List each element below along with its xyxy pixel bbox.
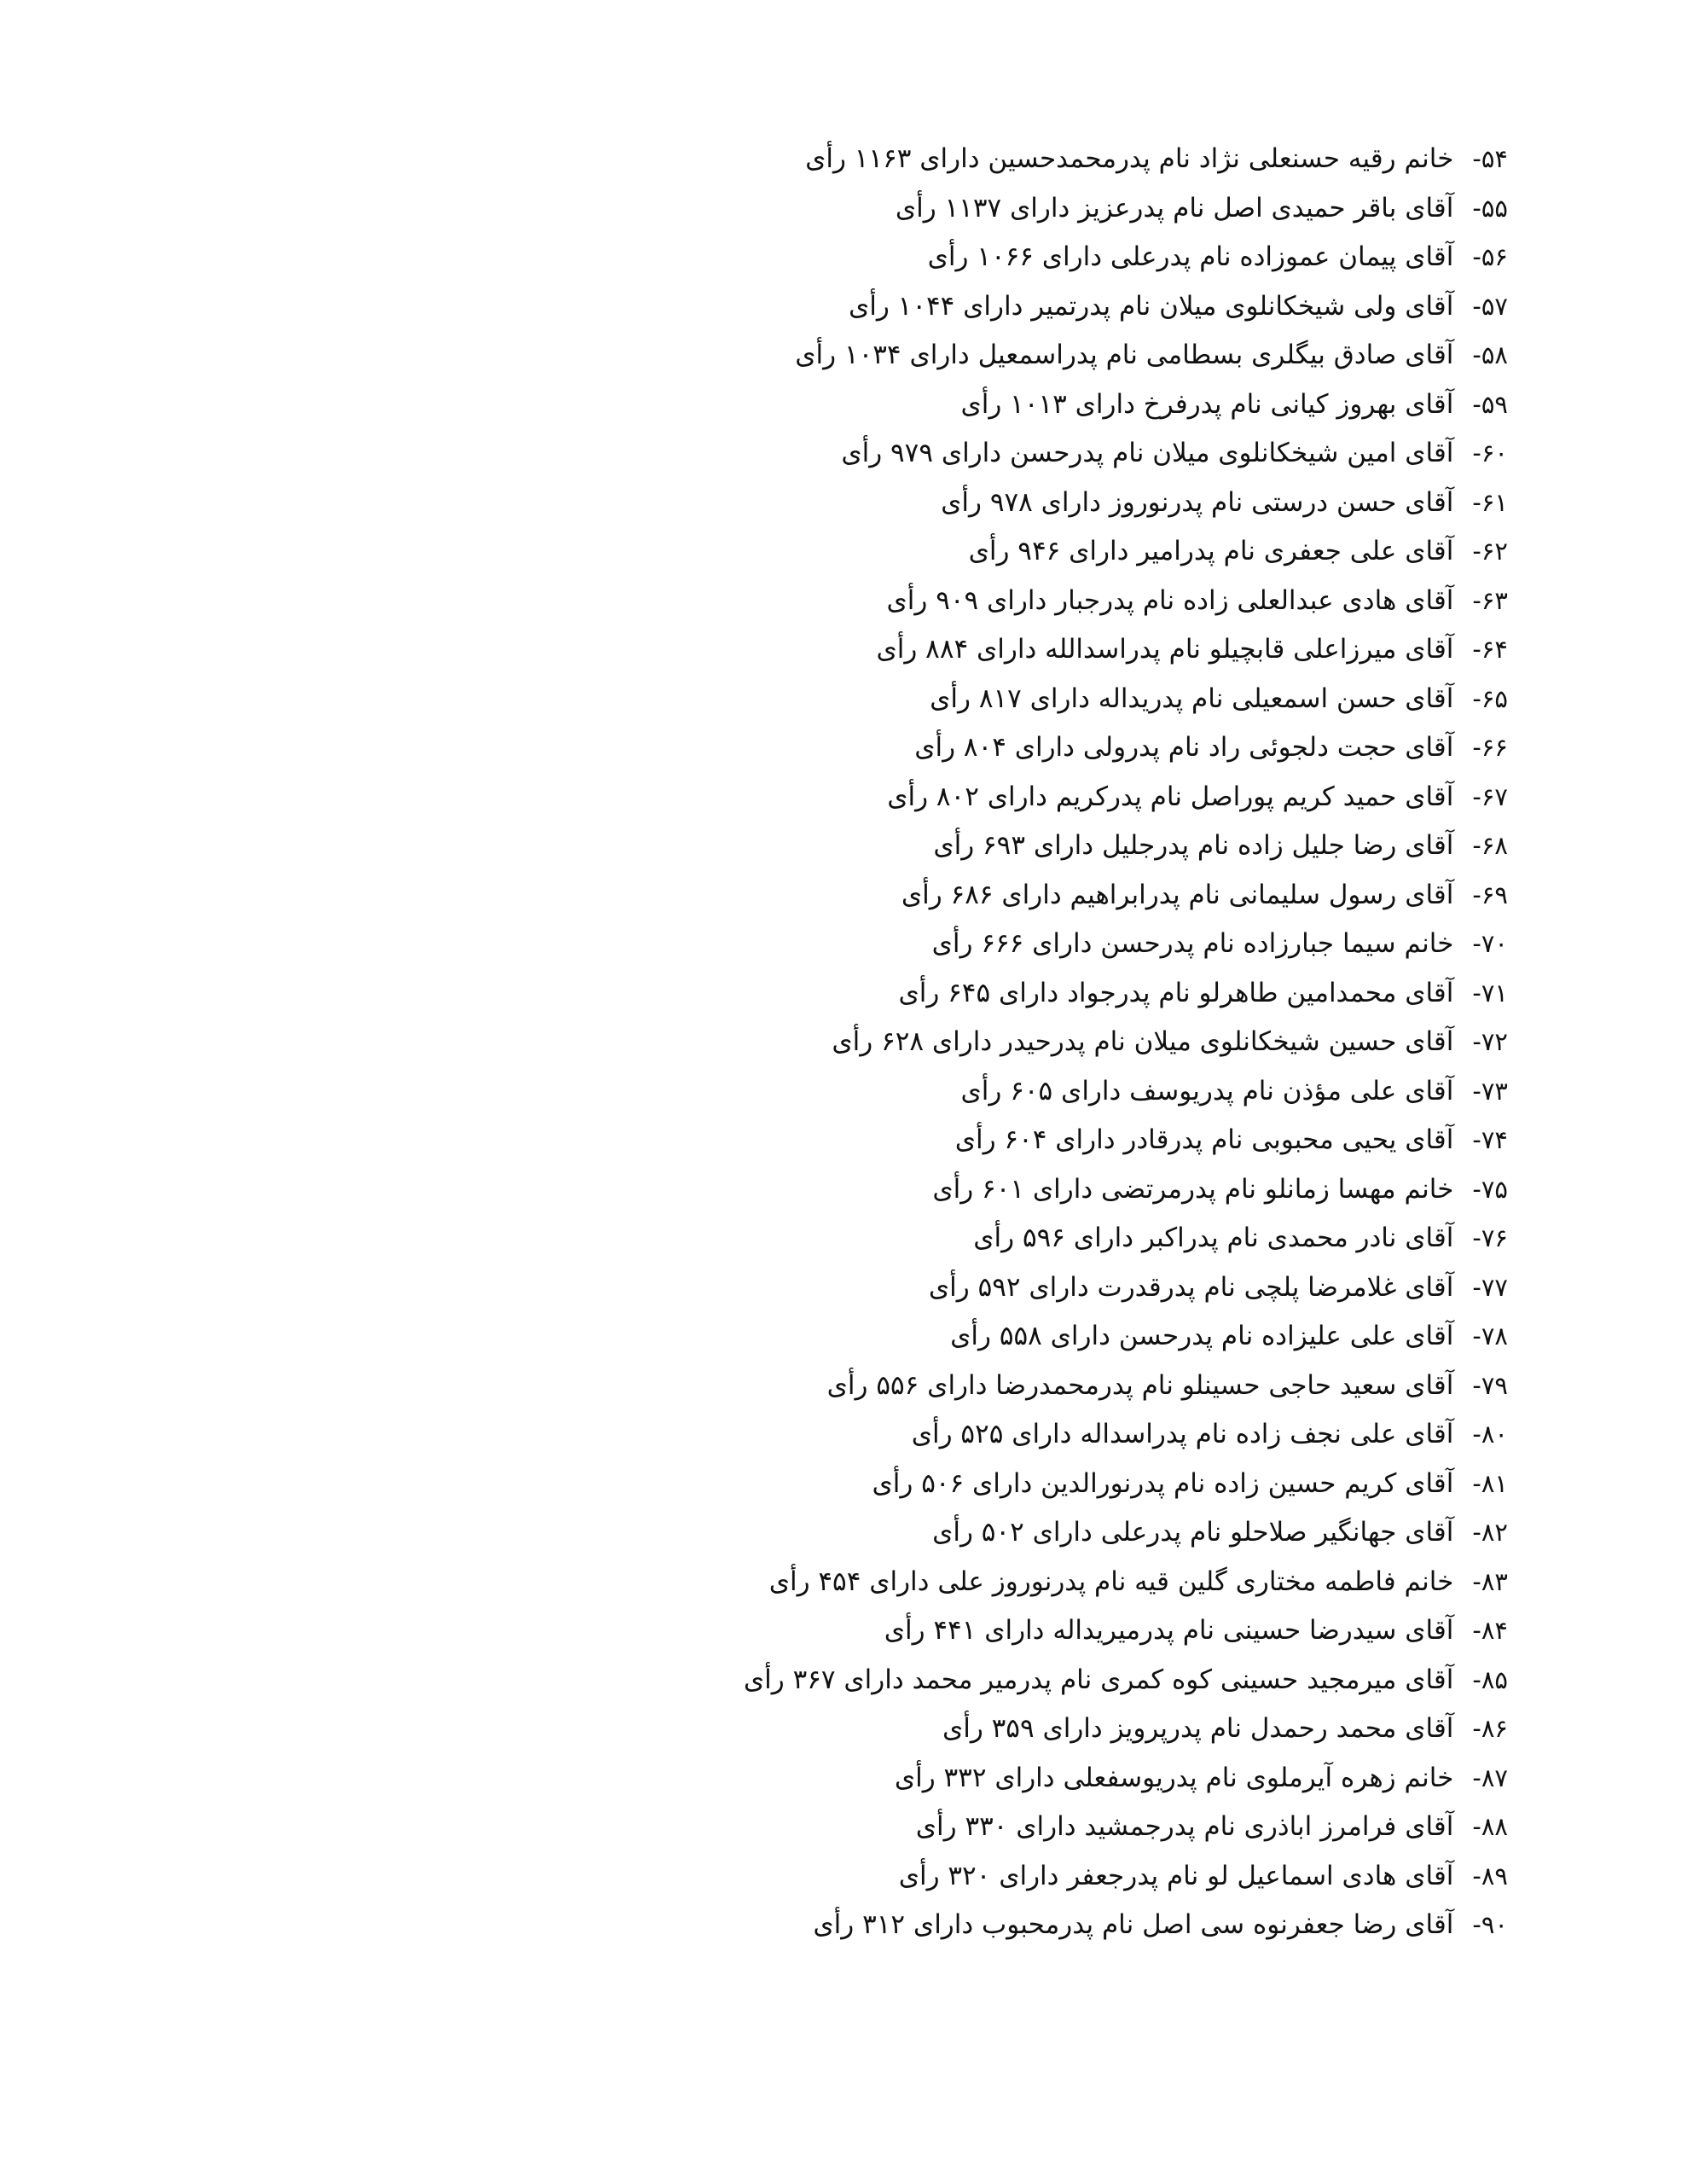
- item-number: ۶۹-: [1472, 880, 1508, 909]
- item-text: آقای میرمجید حسینی کوه کمری نام پدرمیر محمد دارای ۳۶۷ رأی: [743, 1664, 1454, 1695]
- item-text: آقای بهروز کیانی نام پدرفرخ دارای ۱۰۱۳ رأی: [960, 388, 1454, 420]
- item-number: ۷۱-: [1472, 978, 1508, 1008]
- item-number: ۷۸-: [1472, 1321, 1508, 1350]
- list-item: [484, 527, 1508, 577]
- list-item: [484, 1754, 1508, 1804]
- item-text: آقای فرامرز اباذری نام پدرجمشید دارای ۳۳۰ رأی: [915, 1811, 1454, 1842]
- item-number: ۷۵-: [1472, 1174, 1508, 1204]
- list-item: [484, 429, 1508, 479]
- list-item: [484, 1362, 1508, 1411]
- list-item: [484, 1410, 1508, 1460]
- list-item: [484, 871, 1508, 921]
- list-item: [484, 135, 1508, 184]
- item-number: ۵۴-: [1472, 144, 1508, 173]
- item-text: آقای علی علیزاده نام پدرحسن دارای ۵۵۸ رأی: [950, 1321, 1454, 1351]
- list-item: [484, 1508, 1508, 1558]
- item-number: ۸۶-: [1472, 1714, 1508, 1743]
- item-number: ۸۰-: [1472, 1420, 1508, 1449]
- item-text: آقای نادر محمدی نام پدراکبر دارای ۵۹۶ رأی: [973, 1223, 1454, 1253]
- list-item: [484, 1460, 1508, 1509]
- list-item: [484, 233, 1508, 282]
- list-item: [484, 1901, 1508, 1950]
- item-number: ۵۹-: [1472, 389, 1508, 419]
- item-number: ۵۸-: [1472, 340, 1508, 369]
- list-item: [484, 1067, 1508, 1117]
- item-number: ۸۲-: [1472, 1518, 1508, 1547]
- item-number: ۶۰-: [1472, 439, 1508, 468]
- list-item: [484, 1165, 1508, 1215]
- item-number: ۸۹-: [1472, 1861, 1508, 1891]
- item-number: ۸۳-: [1472, 1566, 1508, 1596]
- item-number: ۵۶-: [1472, 242, 1508, 271]
- item-text: آقای یحیی محبوبی نام پدرقادر دارای ۶۰۴ رأی: [954, 1124, 1454, 1155]
- item-text: آقای حمید کریم پوراصل نام پدرکریم دارای ۸۰۲ رأی: [887, 781, 1454, 812]
- item-text: آقای هادی عبدالعلی زاده نام پدرجبار دارای ۹۰۹ رأی: [886, 584, 1454, 616]
- item-text: آقای حسن درستی نام پدرنوروز دارای ۹۷۸ رأی: [941, 486, 1454, 518]
- item-text: خانم سیما جبارزاده نام پدرحسن دارای ۶۶۶ رأی: [931, 928, 1454, 959]
- item-number: ۸۷-: [1472, 1763, 1508, 1792]
- item-text: آقای علی مؤذن نام پدریوسف دارای ۶۰۵ رأی: [960, 1075, 1454, 1107]
- item-text: خانم رقیه حسنعلی نژاد نام پدرمحمدحسین دارای ۱۱۶۳ رأی: [805, 143, 1454, 174]
- list-item: [484, 1606, 1508, 1656]
- list-item: [484, 625, 1508, 675]
- item-text: آقای کریم حسین زاده نام پدرنورالدین دارای ۵۰۶ رأی: [872, 1467, 1454, 1499]
- item-text: آقای پیمان عموزاده نام پدرعلی دارای ۱۰۶۶ رأی: [927, 241, 1454, 272]
- item-text: آقای باقر حمیدی اصل نام پدرعزیز دارای ۱۱۳۷ رأی: [895, 192, 1454, 224]
- item-number: ۷۴-: [1472, 1125, 1508, 1154]
- item-text: آقای صادق بیگلری بسطامی نام پدراسمعیل دارای ۱۰۳۴ رأی: [795, 340, 1454, 370]
- list-item: [484, 1116, 1508, 1165]
- item-text: آقای رضا جعفرنوه سی اصل نام پدرمحبوب دارای ۳۱۲ رأی: [813, 1909, 1454, 1940]
- item-text: آقای حسین شیخکانلوی میلان نام پدرحیدر دارای ۶۲۸ رأی: [832, 1026, 1454, 1057]
- list-item: [484, 1558, 1508, 1607]
- list-item: [484, 479, 1508, 528]
- item-number: ۷۰-: [1472, 929, 1508, 958]
- item-number: ۶۳-: [1472, 585, 1508, 615]
- list-item: [484, 822, 1508, 871]
- list-item: [484, 1803, 1508, 1852]
- list-item: [484, 1705, 1508, 1754]
- item-number: ۶۱-: [1472, 487, 1508, 517]
- list-item: [484, 184, 1508, 234]
- item-number: ۸۱-: [1472, 1468, 1508, 1498]
- list-item: [484, 1312, 1508, 1362]
- item-text: آقای حجت دلجوئی راد نام پدرولی دارای ۸۰۴ رأی: [914, 732, 1454, 763]
- item-number: ۸۸-: [1472, 1812, 1508, 1841]
- item-number: ۵۵-: [1472, 193, 1508, 223]
- item-text: خانم زهره آیرملوی نام پدریوسفعلی دارای ۳۳۲ رأی: [894, 1762, 1454, 1793]
- item-number: ۷۳-: [1472, 1076, 1508, 1106]
- item-number: ۶۵-: [1472, 683, 1508, 713]
- list-item: [484, 773, 1508, 822]
- list-item: [484, 1018, 1508, 1067]
- list-item: [484, 723, 1508, 773]
- item-text: آقای رضا جلیل زاده نام پدرجلیل دارای ۶۹۳ رأی: [933, 830, 1454, 861]
- item-text: خانم فاطمه مختاری گلین قیه نام پدرنوروز علی دارای ۴۵۴ رأی: [768, 1565, 1454, 1597]
- item-number: ۶۲-: [1472, 537, 1508, 566]
- item-number: ۶۴-: [1472, 635, 1508, 664]
- item-number: ۸۵-: [1472, 1664, 1508, 1694]
- item-number: ۷۷-: [1472, 1272, 1508, 1302]
- item-text: آقای ولی شیخکانلوی میلان نام پدرتمیر دارای ۱۰۴۴ رأی: [848, 290, 1454, 322]
- list-item: [484, 380, 1508, 430]
- item-number: ۵۷-: [1472, 291, 1508, 321]
- item-text: آقای محمدامین طاهرلو نام پدرجواد دارای ۶۴۵ رأی: [898, 977, 1454, 1008]
- item-text: آقای غلامرضا پلچی نام پدرقدرت دارای ۵۹۲ رأی: [928, 1271, 1454, 1303]
- list-item: [484, 1214, 1508, 1263]
- item-number: ۶۶-: [1472, 733, 1508, 762]
- item-text: آقای علی نجف زاده نام پدراسداله دارای ۵۲۵ رأی: [911, 1419, 1454, 1449]
- candidate-vote-list: [484, 135, 1508, 1950]
- item-text: خانم مهسا زمانلو نام پدرمرتضی دارای ۶۰۱ رأی: [932, 1173, 1454, 1205]
- item-text: آقای میرزاعلی قابچیلو نام پدراسدالله دارای ۸۸۴ رأی: [876, 634, 1454, 665]
- item-number: ۹۰-: [1472, 1910, 1508, 1939]
- list-item: [484, 1656, 1508, 1705]
- item-number: ۸۴-: [1472, 1616, 1508, 1645]
- item-text: آقای رسول سلیمانی نام پدرابراهیم دارای ۶۸۶ رأی: [901, 879, 1454, 910]
- item-text: آقای علی جعفری نام پدرامیر دارای ۹۴۶ رأی: [968, 536, 1454, 566]
- list-item: [484, 920, 1508, 969]
- item-number: ۶۸-: [1472, 831, 1508, 860]
- item-text: آقای حسن اسمعیلی نام پدریداله دارای ۸۱۷ رأی: [930, 682, 1454, 714]
- list-item: [484, 282, 1508, 332]
- item-text: آقای سیدرضا حسینی نام پدرمیریداله دارای ۴۴۱ رأی: [884, 1615, 1454, 1646]
- list-item: [484, 675, 1508, 724]
- list-item: [484, 969, 1508, 1019]
- list-item: [484, 331, 1508, 380]
- list-item: [484, 1263, 1508, 1313]
- item-number: ۷۹-: [1472, 1370, 1508, 1400]
- item-text: آقای محمد رحمدل نام پدرپرویز دارای ۳۵۹ رأی: [942, 1713, 1454, 1744]
- item-number: ۶۷-: [1472, 781, 1508, 811]
- item-text: آقای امین شیخکانلوی میلان نام پدرحسن دارای ۹۷۹ رأی: [841, 438, 1454, 468]
- item-number: ۷۲-: [1472, 1027, 1508, 1056]
- item-text: آقای سعید حاجی حسینلو نام پدرمحمدرضا دارای ۵۵۶ رأی: [826, 1369, 1454, 1401]
- list-item: [484, 1852, 1508, 1902]
- item-text: آقای هادی اسماعیل لو نام پدرجعفر دارای ۳۲۰ رأی: [898, 1860, 1454, 1891]
- item-number: ۷۶-: [1472, 1223, 1508, 1252]
- item-text: آقای جهانگیر صلاحلو نام پدرعلی دارای ۵۰۲ رأی: [932, 1517, 1454, 1548]
- list-item: [484, 577, 1508, 626]
